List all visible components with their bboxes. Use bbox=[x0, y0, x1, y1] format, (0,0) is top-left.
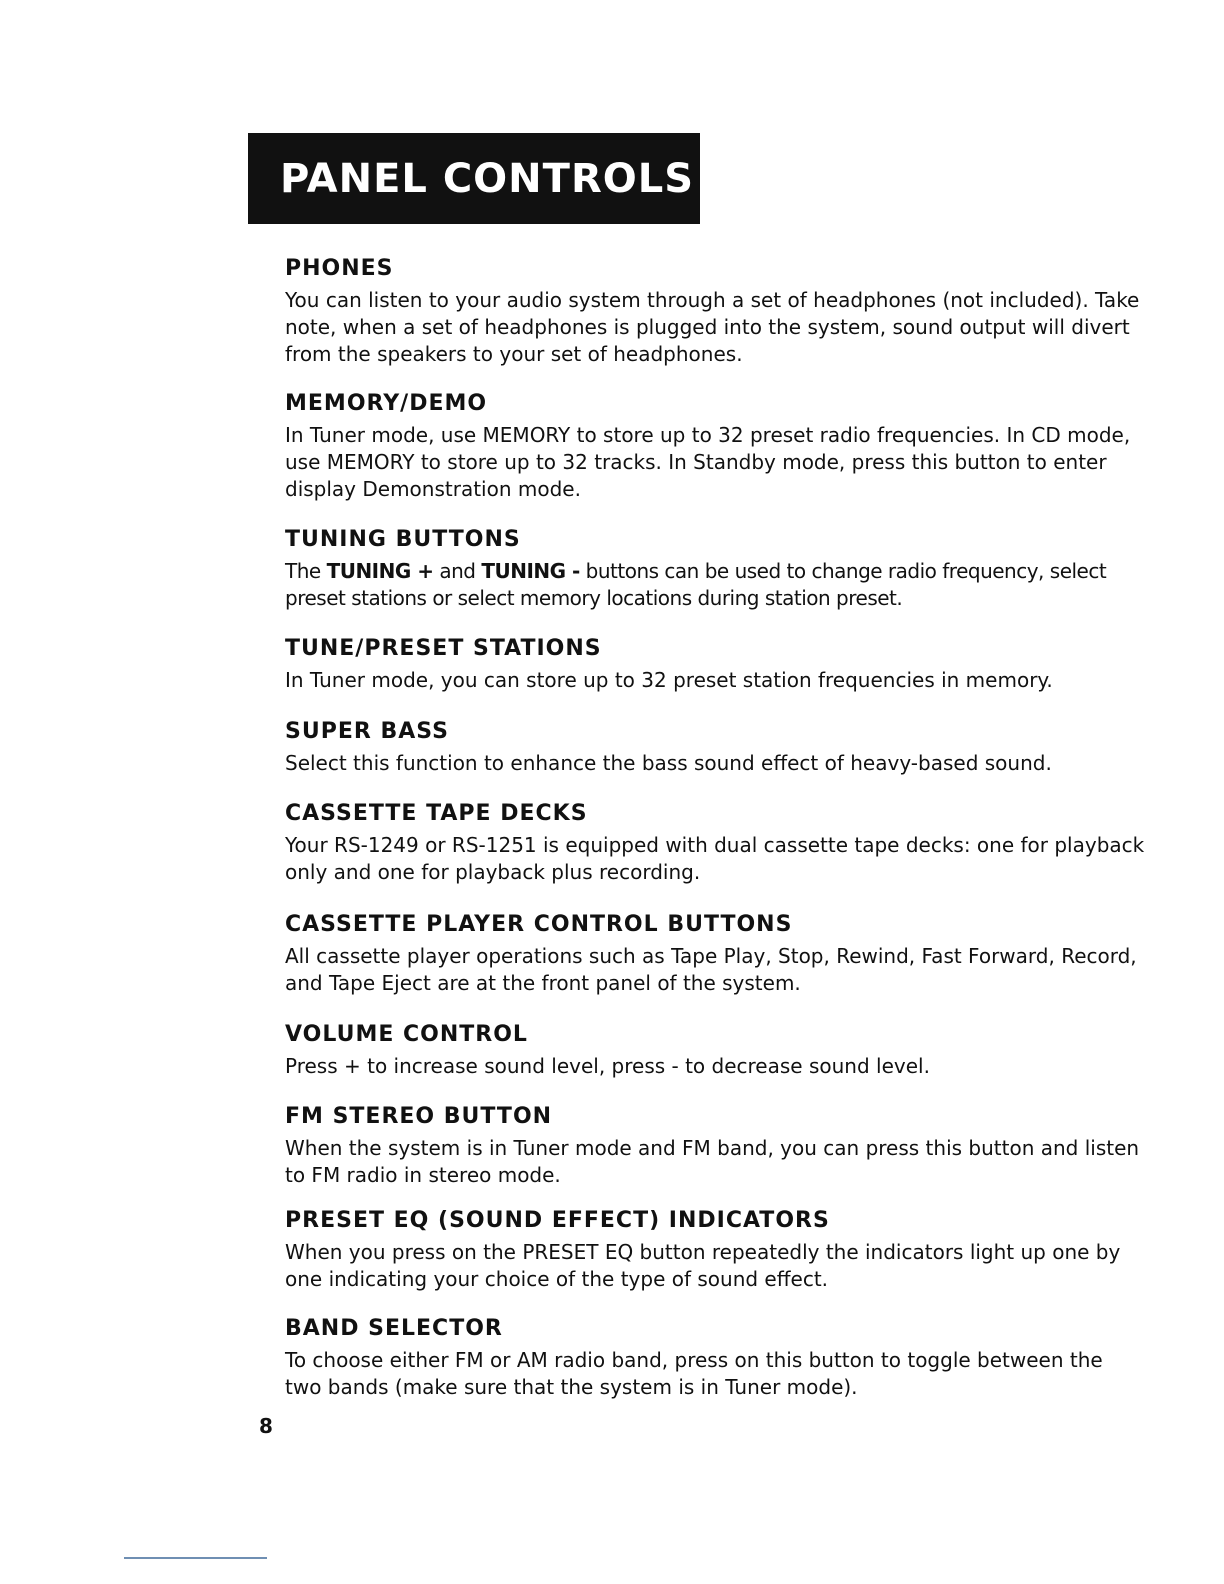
section-preset-eq-indicators bbox=[285, 1207, 1145, 1293]
section-band-selector bbox=[285, 1315, 1145, 1401]
bottom-divider bbox=[124, 1557, 267, 1559]
section-body: Select this function to enhance the bass sound effect of heavy-based sound. bbox=[285, 751, 1052, 775]
section-heading: SUPER BASS bbox=[285, 719, 449, 744]
section-heading: CASSETTE TAPE DECKS bbox=[285, 801, 588, 826]
tuning-minus-label: TUNING - bbox=[481, 559, 580, 583]
body-text-part: buttons can be used to change radio frequency, select preset stations or select memory locations during station preset. bbox=[285, 559, 1107, 610]
section-heading: PHONES bbox=[285, 256, 394, 281]
section-heading: CASSETTE PLAYER CONTROL BUTTONS bbox=[285, 912, 793, 937]
section-phones bbox=[285, 255, 1145, 368]
section-tune-preset-stations bbox=[285, 635, 1145, 694]
page-title: PANEL CONTROLS bbox=[280, 155, 695, 202]
section-body: When you press on the PRESET EQ button repeatedly the indicators light up one by one indicating your choice of the type of sound effect. bbox=[285, 1240, 1121, 1291]
section-heading: TUNE/PRESET STATIONS bbox=[285, 636, 602, 661]
section-volume-control bbox=[285, 1021, 1145, 1080]
section-body: Your RS-1249 or RS-1251 is equipped with dual cassette tape decks: one for playback only and one for playback plus recording. bbox=[285, 833, 1145, 884]
section-heading: VOLUME CONTROL bbox=[285, 1022, 528, 1047]
tuning-plus-label: TUNING + bbox=[326, 559, 434, 583]
section-body: In Tuner mode, use MEMORY to store up to 32 preset radio frequencies. In CD mode, use MEMORY to store up to 32 tracks. In Standby mode, press this button to enter display Demonstration mode. bbox=[285, 423, 1131, 501]
body-text-part: and bbox=[433, 559, 482, 583]
section-heading: TUNING BUTTONS bbox=[285, 527, 521, 552]
section-tuning-buttons bbox=[285, 526, 1145, 612]
section-heading: BAND SELECTOR bbox=[285, 1316, 503, 1341]
section-body: Press + to increase sound level, press - to decrease sound level. bbox=[285, 1054, 930, 1078]
section-body: In Tuner mode, you can store up to 32 preset station frequencies in memory. bbox=[285, 668, 1053, 692]
section-heading: MEMORY/DEMO bbox=[285, 391, 488, 416]
section-body: When the system is in Tuner mode and FM band, you can press this button and listen to FM radio in stereo mode. bbox=[285, 1136, 1140, 1187]
section-body: All cassette player operations such as Tape Play, Stop, Rewind, Fast Forward, Record, and Tape Eject are at the front panel of the system. bbox=[285, 944, 1137, 995]
section-cassette-player-control-buttons bbox=[285, 911, 1145, 997]
body-text-part: The bbox=[285, 559, 327, 583]
section-fm-stereo-button bbox=[285, 1103, 1145, 1189]
section-body: You can listen to your audio system through a set of headphones (not included). Take note, when a set of headphones is plugged into the system, sound output will divert from the speakers to your set of headphones. bbox=[285, 288, 1140, 366]
section-super-bass bbox=[285, 718, 1145, 777]
section-body bbox=[285, 558, 1145, 612]
section-heading: PRESET EQ (SOUND EFFECT) INDICATORS bbox=[285, 1208, 830, 1233]
section-heading: FM STEREO BUTTON bbox=[285, 1104, 553, 1129]
section-body: To choose either FM or AM radio band, press on this button to toggle between the two bands (make sure that the system is in Tuner mode). bbox=[285, 1348, 1103, 1399]
page-number: 8 bbox=[259, 1414, 273, 1438]
section-cassette-tape-decks bbox=[285, 800, 1145, 886]
section-memory-demo bbox=[285, 390, 1145, 503]
page-title-banner bbox=[248, 133, 700, 224]
